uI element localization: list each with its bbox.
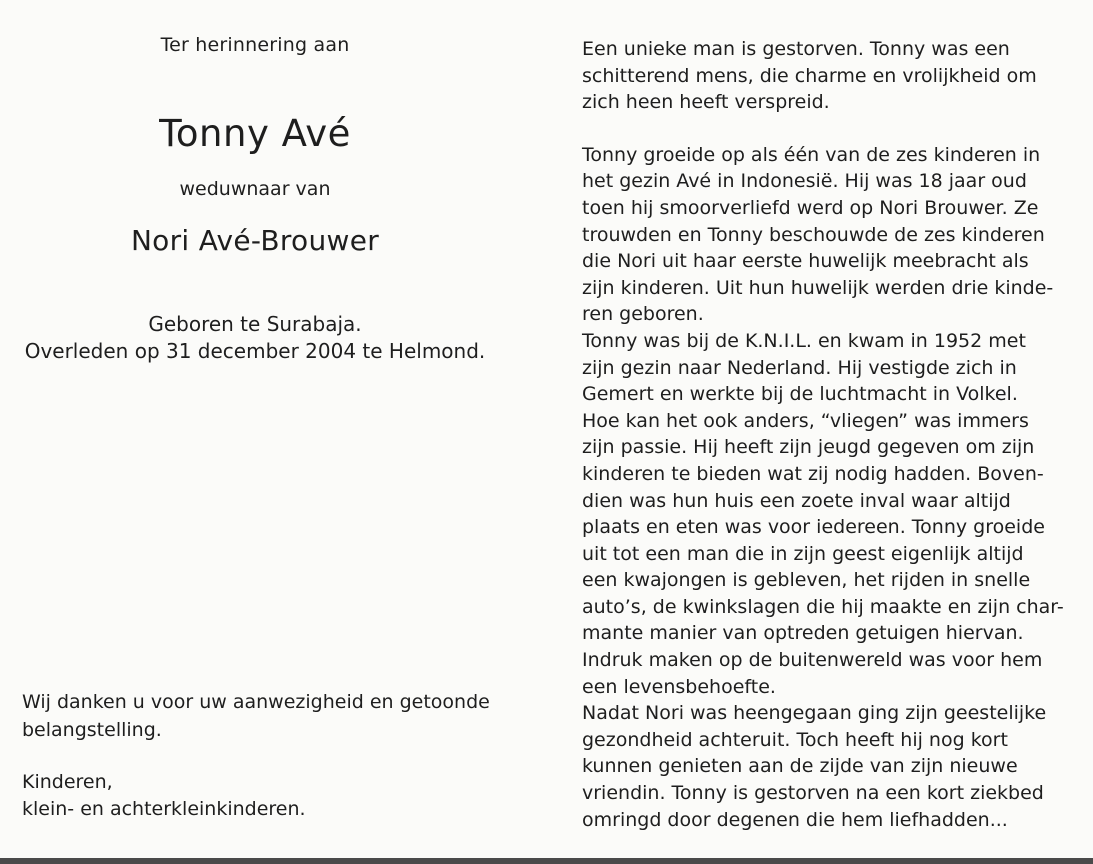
- text-line: Tonny was bij de K.N.I.L. en kwam in 1952 met: [582, 329, 1026, 352]
- text-line: Hoe kan het ook anders, “vliegen” was immers: [582, 409, 1029, 432]
- spouse-name: Nori Avé-Brouwer: [130, 224, 380, 257]
- text-line: trouwden en Tonny beschouwde de zes kinderen: [582, 223, 1045, 246]
- family-line: Kinderen,: [22, 771, 113, 793]
- text-line: toen hij smoorverliefd werd op Nori Brouwer. Ze: [582, 196, 1039, 219]
- paragraph-final: [582, 700, 1054, 833]
- thanks-line: belangstelling.: [22, 719, 162, 741]
- text-line: mante manier van optreden getuigen hiervan.: [582, 622, 1024, 645]
- text-line: auto’s, de kwinkslagen die hij maakte en zijn char-: [582, 595, 1064, 618]
- paragraph-career: [582, 328, 1064, 700]
- text-line: schitterend mens, die charme en vrolijkheid om: [582, 64, 1037, 87]
- birth-text: Geboren te Surabaja.: [148, 312, 362, 336]
- thanks-text: [22, 688, 502, 744]
- text-line: zijn gezin naar Nederland. Hij vestigde zich in: [582, 356, 1017, 379]
- text-line: Een unieke man is gestorven. Tonny was een: [582, 38, 1010, 60]
- text-line: Gemert en werkte bij de luchtmacht in Volkel.: [582, 383, 1018, 406]
- text-line: het gezin Avé in Indonesië. Hij was 18 jaar oud: [582, 170, 1027, 193]
- text-line: zijn kinderen. Uit hun huwelijk werden drie kinde-: [582, 276, 1054, 299]
- text-line: vriendin. Tonny is gestorven na een kort ziekbed: [582, 782, 1044, 805]
- text-line: plaats en eten was voor iedereen. Tonny groeide: [582, 516, 1045, 539]
- left-panel: [0, 0, 520, 858]
- text-line: ren geboren.: [582, 303, 704, 326]
- text-line: uit tot een man die in zijn geest eigenlijk altijd: [582, 542, 1024, 565]
- intro-text: Ter herinnering aan: [160, 34, 350, 56]
- family-signature: [22, 769, 502, 823]
- text-line: zich heen heeft verspreid.: [582, 91, 830, 114]
- text-line: gezondheid achteruit. Toch heeft hij nog kort: [582, 728, 1008, 751]
- text-line: een kwajongen is gebleven, het rijden in snelle: [582, 569, 1031, 592]
- text-line: zijn passie. Hij heeft zijn jeugd gegeven om zijn: [582, 436, 1035, 459]
- text-line: Tonny groeide op als één van de zes kinderen in: [582, 143, 1041, 166]
- text-line: Indruk maken op de buitenwereld was voor hem: [582, 649, 1043, 672]
- text-line: dien was hun huis een zoete inval waar altijd: [582, 489, 1011, 512]
- text-line: die Nori uit haar eerste huwelijk meebracht als: [582, 250, 1029, 273]
- text-line: omringd door degenen die hem liefhadden...: [582, 808, 1008, 831]
- text-line: kinderen te bieden wat zij nodig hadden. Boven-: [582, 462, 1044, 485]
- text-line: Nadat Nori was heengegaan ging zijn geestelijke: [582, 702, 1047, 725]
- thanks-line: Wij danken u voor uw aanwezigheid en getoonde: [22, 691, 490, 713]
- death-text: Overleden op 31 december 2004 te Helmond.: [24, 339, 486, 363]
- deceased-name: Tonny Avé: [159, 112, 351, 155]
- text-line: kunnen genieten aan de zijde van zijn nieuwe: [582, 755, 1018, 778]
- family-line: klein- en achterkleinkinderen.: [22, 798, 306, 820]
- paragraph-youth: [582, 142, 1054, 328]
- relation-text: weduwnaar van: [179, 178, 331, 200]
- paragraph-intro: [582, 36, 1054, 116]
- scan-bottom-edge: [0, 858, 1093, 864]
- right-panel: [582, 36, 1064, 833]
- text-line: een levensbehoefte.: [582, 675, 776, 698]
